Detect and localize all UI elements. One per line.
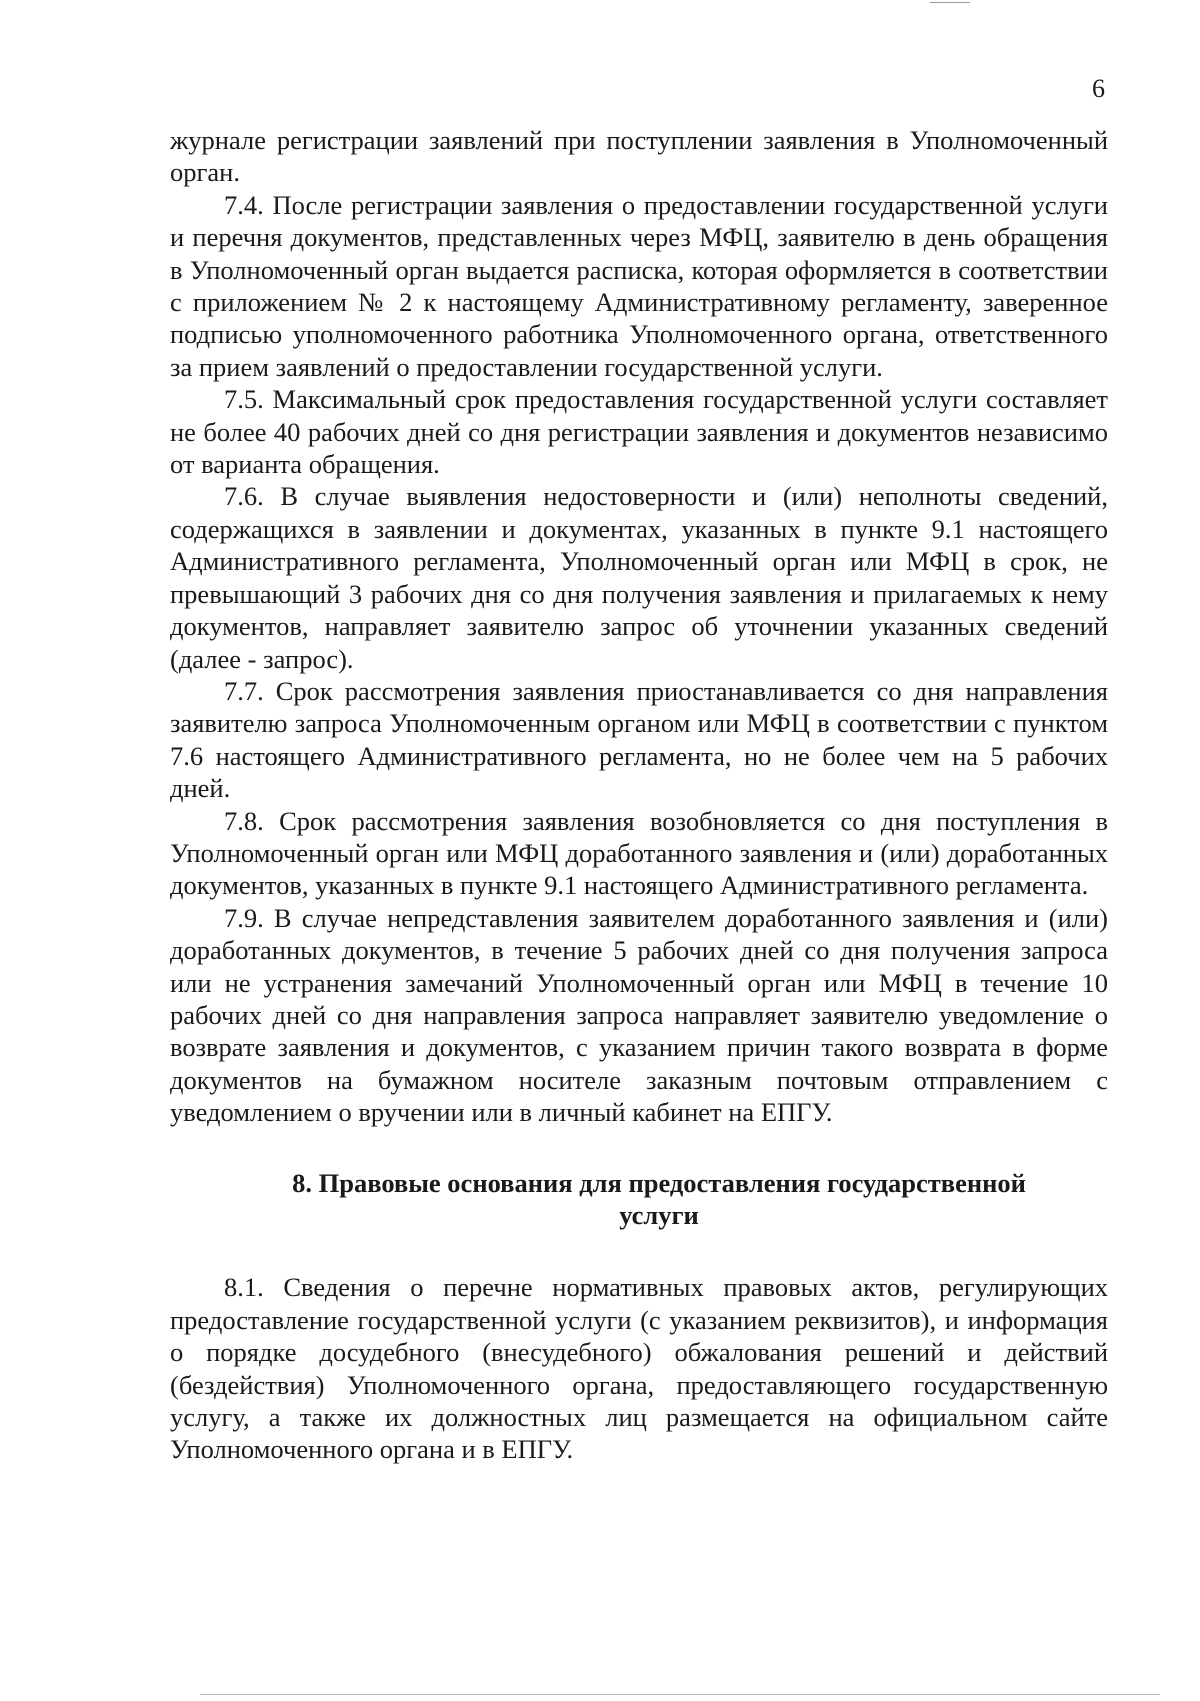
section-heading: [170, 1167, 1108, 1232]
paragraph-7-9: 7.9. В случае непредставления заявителем доработанного заявления и (или) доработанных документов, в течение 5 рабочих дней со дня получения запроса или не устранения замечаний Уполномоченный орган или МФЦ в течение 10 рабочих дней со дня направления запроса направляет заявителю уведомление о возврате заявления и документов, с указанием причин такого возврата в форме документов на бумажном носителе заказным почтовым отправлением с уведомлением о вручении или в личный кабинет на ЕПГУ.: [170, 902, 1108, 1128]
paragraph-8-1: 8.1. Сведения о перечне нормативных правовых актов, регулирующих предоставление государственной услуги (с указанием реквизитов), и информация о порядке досудебного (внесудебного) обжалования решений и действий (бездействия) Уполномоченного органа, предоставляющего государственную услугу, а также их должностных лиц размещается на официальном сайте Уполномоченного органа и в ЕПГУ.: [170, 1272, 1108, 1465]
document-body: [170, 124, 1108, 1466]
scan-artifact-top: [930, 2, 970, 3]
paragraph-7-8: 7.8. Срок рассмотрения заявления возобновляется со дня поступления в Уполномоченный орган или МФЦ доработанного заявления и (или) доработанных документов, указанных в пункте 9.1 настоящего Административного регламента.: [170, 805, 1108, 901]
paragraph-7-6: 7.6. В случае выявления недостоверности и (или) неполноты сведений, содержащихся в заявлении и документах, указанных в пункте 9.1 настоящего Административного регламента, Уполномоченный орган или МФЦ в срок, не превышающий 3 рабочих дня со дня получения заявления и прилагаемых к нему документов, направляет заявителю запрос об уточнении указанных сведений (далее - запрос).: [170, 481, 1108, 674]
paragraph-7-4: 7.4. После регистрации заявления о предоставлении государственной услуги и перечня документов, представленных через МФЦ, заявителю в день обращения в Уполномоченный орган выдается расписка, которая оформляется в соответствии с приложением № 2 к настоящему Административному регламенту, заверенное подписью уполномоченного работника Уполномоченного органа, ответственного за прием заявлений о предоставлении государственной услуги.: [170, 189, 1108, 382]
paragraph-continuation: журнале регистрации заявлений при поступлении заявления в Уполномоченный орган.: [170, 125, 1108, 188]
scan-artifact-bottom: [200, 1694, 1160, 1695]
paragraph-7-5: 7.5. Максимальный срок предоставления государственной услуги составляет не более 40 рабочих дней со дня регистрации заявления и документов независимо от варианта обращения.: [170, 384, 1108, 480]
page-number: 6: [1092, 74, 1105, 103]
paragraph-7-7: 7.7. Срок рассмотрения заявления приостанавливается со дня направления заявителю запроса Уполномоченным органом или МФЦ в соответствии с пунктом 7.6 настоящего Административного регламента, но не более чем на 5 рабочих дней.: [170, 675, 1108, 804]
section-heading-line2: услуги: [619, 1200, 699, 1230]
section-heading-line1: 8. Правовые основания для предоставления государственной: [292, 1167, 1026, 1198]
